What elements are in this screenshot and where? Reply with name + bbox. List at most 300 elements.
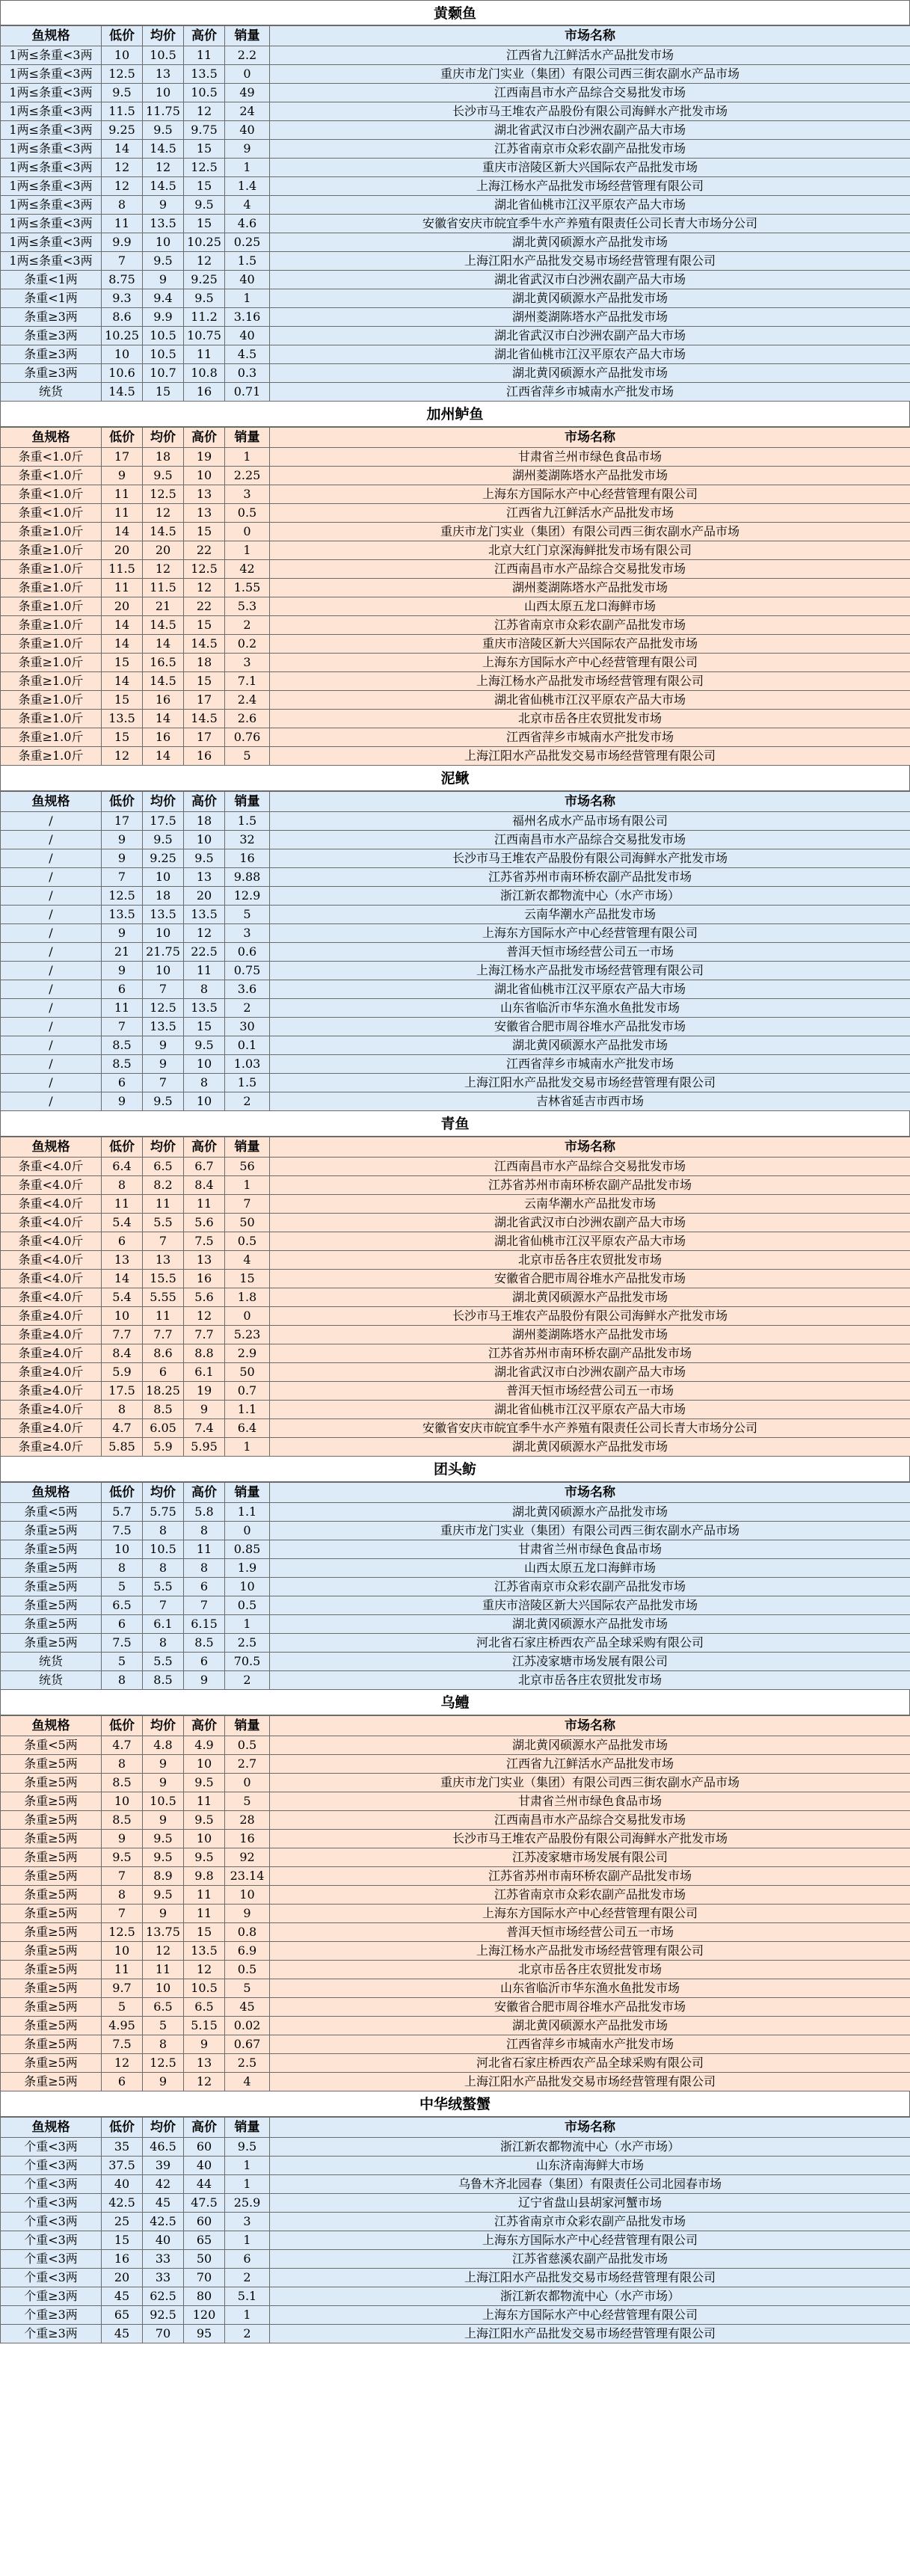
cell-spec: 个重<3两 [1,2157,102,2175]
cell-low: 15 [102,691,143,710]
cell-high: 10.8 [184,364,225,383]
cell-high: 11 [184,46,225,65]
cell-high: 9.25 [184,271,225,289]
table-row [1,289,910,308]
price-table [0,791,910,1111]
cell-volume: 0.5 [225,1961,270,1979]
table-row [1,1055,910,1074]
cell-avg: 7 [143,980,184,999]
cell-spec: 条重≥5两 [1,2054,102,2073]
table-row [1,1653,910,1671]
cell-market: 江苏凌家塘市场发展有限公司 [270,1653,910,1671]
cell-high: 19 [184,1382,225,1401]
table-row [1,1671,910,1690]
cell-avg: 15 [143,383,184,402]
cell-low: 10 [102,1540,143,1559]
cell-high: 17 [184,728,225,747]
cell-market: 上海东方国际水产中心经营管理有限公司 [270,654,910,672]
cell-market: 湖州菱湖陈塔水产品批发市场 [270,308,910,327]
cell-high: 9 [184,2035,225,2054]
cell-low: 11 [102,1961,143,1979]
cell-volume: 9 [225,140,270,159]
cell-low: 15 [102,2231,143,2250]
cell-avg: 5.55 [143,1288,184,1307]
cell-low: 4.7 [102,1419,143,1438]
section-title: 乌鳢 [0,1690,910,1715]
cell-avg: 9.5 [143,831,184,849]
cell-low: 16 [102,2250,143,2269]
cell-avg: 10.5 [143,345,184,364]
cell-high: 15 [184,140,225,159]
column-header-low: 低价 [102,428,143,448]
table-row [1,1923,910,1942]
cell-spec: 条重<5两 [1,1736,102,1755]
table-row [1,159,910,177]
cell-low: 8.5 [102,1055,143,1074]
cell-avg: 7 [143,1074,184,1092]
cell-low: 8.75 [102,271,143,289]
cell-market: 江苏省苏州市南环桥农副产品批发市场 [270,1867,910,1886]
table-header-row [1,26,910,46]
cell-low: 7 [102,1018,143,1036]
table-row [1,1774,910,1792]
cell-low: 8 [102,1755,143,1774]
cell-volume: 9 [225,1905,270,1923]
cell-avg: 9.9 [143,308,184,327]
section-title: 团头鲂 [0,1457,910,1482]
cell-spec: 1两≤条重<3两 [1,140,102,159]
cell-spec: 条重<4.0斤 [1,1288,102,1307]
cell-volume: 1.5 [225,1074,270,1092]
cell-market: 重庆市龙门实业（集团）有限公司西三街农副水产品市场 [270,523,910,541]
cell-spec: 个重<3两 [1,2250,102,2269]
cell-avg: 14.5 [143,616,184,635]
cell-market: 江苏省南京市众彩农副产品批发市场 [270,1886,910,1905]
price-table [0,1137,910,1457]
cell-low: 11 [102,504,143,523]
cell-volume: 23.14 [225,1867,270,1886]
cell-spec: / [1,1092,102,1111]
cell-market: 湖北黄冈硕源水产品批发市场 [270,233,910,252]
cell-avg: 5.5 [143,1653,184,1671]
cell-avg: 33 [143,2250,184,2269]
cell-volume: 4.6 [225,215,270,233]
cell-spec: 条重≥1.0斤 [1,691,102,710]
cell-volume: 4 [225,2073,270,2091]
cell-high: 8 [184,980,225,999]
cell-avg: 14.5 [143,523,184,541]
cell-volume: 1.1 [225,1401,270,1419]
table-row [1,1344,910,1363]
cell-low: 7.7 [102,1326,143,1344]
cell-market: 安徽省合肥市周谷堆水产品批发市场 [270,1998,910,2017]
cell-market: 浙江新农都物流中心（水产市场） [270,2287,910,2306]
cell-spec: 条重<5两 [1,1503,102,1522]
cell-spec: 个重<3两 [1,2194,102,2213]
cell-avg: 8.5 [143,1671,184,1690]
cell-high: 11 [184,962,225,980]
cell-market: 上海江杨水产品批发市场经营管理有限公司 [270,962,910,980]
cell-spec: 条重≥5两 [1,1848,102,1867]
table-row [1,1326,910,1344]
column-header-high: 高价 [184,1483,225,1503]
cell-volume: 1.5 [225,252,270,271]
cell-spec: 条重<4.0斤 [1,1232,102,1251]
table-row [1,1092,910,1111]
cell-market: 上海江阳水产品批发交易市场经营管理有限公司 [270,2073,910,2091]
cell-avg: 10 [143,924,184,943]
cell-volume: 0.3 [225,364,270,383]
cell-avg: 11.75 [143,102,184,121]
cell-avg: 7 [143,1232,184,1251]
cell-spec: 条重≥1.0斤 [1,523,102,541]
cell-spec: 条重≥1.0斤 [1,654,102,672]
cell-avg: 17.5 [143,812,184,831]
table-row [1,1074,910,1092]
table-row [1,1736,910,1755]
table-row [1,1559,910,1578]
cell-low: 17.5 [102,1382,143,1401]
cell-avg: 9.4 [143,289,184,308]
cell-low: 14 [102,523,143,541]
cell-spec: 统货 [1,1671,102,1690]
table-row [1,252,910,271]
cell-volume: 1 [225,1438,270,1457]
cell-spec: 条重<1.0斤 [1,504,102,523]
cell-market: 湖北黄冈硕源水产品批发市场 [270,1503,910,1522]
cell-avg: 42.5 [143,2213,184,2231]
cell-market: 湖州菱湖陈塔水产品批发市场 [270,467,910,485]
cell-market: 江苏省苏州市南环桥农副产品批发市场 [270,1344,910,1363]
cell-market: 湖北省仙桃市江汉平原农产品大市场 [270,196,910,215]
cell-high: 5.8 [184,1503,225,1522]
cell-high: 22 [184,541,225,560]
cell-avg: 9.5 [143,1848,184,1867]
cell-volume: 0.5 [225,1596,270,1615]
cell-market: 云南华潮水产品批发市场 [270,906,910,924]
cell-market: 北京市岳各庄农贸批发市场 [270,710,910,728]
cell-market: 江西省萍乡市城南水产批发市场 [270,383,910,402]
cell-low: 14 [102,672,143,691]
cell-market: 北京大红门京深海鲜批发市场有限公司 [270,541,910,560]
cell-low: 7.5 [102,2035,143,2054]
cell-low: 5 [102,1578,143,1596]
cell-market: 北京市岳各庄农贸批发市场 [270,1961,910,1979]
cell-market: 北京市岳各庄农贸批发市场 [270,1671,910,1690]
cell-market: 江西省九江鲜活水产品批发市场 [270,1755,910,1774]
cell-high: 8.5 [184,1634,225,1653]
cell-high: 47.5 [184,2194,225,2213]
cell-avg: 12.5 [143,485,184,504]
cell-high: 14.5 [184,710,225,728]
cell-avg: 13.75 [143,1923,184,1942]
price-table [0,1715,910,2091]
cell-avg: 9.5 [143,1886,184,1905]
table-row [1,728,910,747]
cell-low: 11 [102,1195,143,1214]
cell-market: 山西太原五龙口海鲜市场 [270,1559,910,1578]
cell-volume: 10 [225,1886,270,1905]
cell-spec: 1两≤条重<3两 [1,215,102,233]
cell-high: 8 [184,1522,225,1540]
cell-high: 120 [184,2306,225,2325]
cell-spec: 条重≥5两 [1,1923,102,1942]
cell-volume: 2 [225,1092,270,1111]
cell-avg: 16 [143,728,184,747]
cell-volume: 1.1 [225,1503,270,1522]
cell-market: 福州名成水产品市场有限公司 [270,812,910,831]
cell-low: 11 [102,485,143,504]
cell-avg: 7 [143,1596,184,1615]
table-row [1,271,910,289]
cell-high: 10 [184,467,225,485]
cell-high: 65 [184,2231,225,2250]
cell-low: 11 [102,999,143,1018]
table-row [1,523,910,541]
cell-spec: 条重<4.0斤 [1,1158,102,1176]
cell-avg: 9.5 [143,467,184,485]
cell-market: 甘肃省兰州市绿色食品市场 [270,1792,910,1811]
cell-low: 9 [102,962,143,980]
cell-market: 长沙市马王堆农产品股份有限公司海鲜水产批发市场 [270,1830,910,1848]
column-header-volume: 销量 [225,792,270,812]
cell-avg: 8 [143,1634,184,1653]
table-row [1,2269,910,2287]
cell-low: 25 [102,2213,143,2231]
cell-spec: 条重≥5两 [1,1867,102,1886]
cell-spec: 条重≥3两 [1,308,102,327]
cell-spec: 条重≥4.0斤 [1,1326,102,1344]
cell-high: 10 [184,1055,225,1074]
cell-volume: 4.5 [225,345,270,364]
table-row [1,560,910,579]
cell-low: 8.5 [102,1774,143,1792]
cell-volume: 16 [225,1830,270,1848]
cell-high: 6 [184,1653,225,1671]
cell-market: 湖州菱湖陈塔水产品批发市场 [270,1326,910,1344]
cell-spec: / [1,812,102,831]
cell-volume: 0 [225,1522,270,1540]
column-header-avg: 均价 [143,1716,184,1736]
cell-spec: 条重≥1.0斤 [1,710,102,728]
cell-market: 重庆市涪陵区新大兴国际农产品批发市场 [270,635,910,654]
cell-spec: 条重≥1.0斤 [1,579,102,597]
cell-low: 8 [102,196,143,215]
table-row [1,1018,910,1036]
cell-volume: 1.4 [225,177,270,196]
table-row [1,1905,910,1923]
cell-low: 17 [102,812,143,831]
cell-volume: 49 [225,84,270,102]
column-header-high: 高价 [184,792,225,812]
table-row [1,1792,910,1811]
price-table [0,427,910,766]
cell-high: 12 [184,579,225,597]
column-header-market: 市场名称 [270,1137,910,1158]
table-row [1,1830,910,1848]
cell-market: 湖北省武汉市白沙洲农副产品大市场 [270,271,910,289]
column-header-low: 低价 [102,792,143,812]
cell-volume: 3 [225,2213,270,2231]
cell-volume: 3 [225,654,270,672]
cell-spec: 1两≤条重<3两 [1,65,102,84]
cell-avg: 9 [143,1811,184,1830]
cell-avg: 14 [143,710,184,728]
cell-volume: 0.5 [225,504,270,523]
cell-high: 9.5 [184,849,225,868]
cell-volume: 0 [225,65,270,84]
cell-high: 8.4 [184,1176,225,1195]
cell-avg: 9.25 [143,849,184,868]
cell-volume: 0.85 [225,1540,270,1559]
cell-low: 10 [102,1792,143,1811]
cell-low: 5.9 [102,1363,143,1382]
cell-high: 12 [184,2073,225,2091]
cell-avg: 6.05 [143,1419,184,1438]
cell-avg: 8 [143,1559,184,1578]
cell-spec: 个重≥3两 [1,2325,102,2343]
cell-market: 重庆市涪陵区新大兴国际农产品批发市场 [270,1596,910,1615]
cell-high: 7.4 [184,1419,225,1438]
cell-low: 10 [102,345,143,364]
table-header-row [1,2118,910,2138]
price-table [0,1482,910,1690]
cell-low: 20 [102,2269,143,2287]
cell-volume: 1.5 [225,812,270,831]
table-row [1,812,910,831]
cell-high: 13 [184,485,225,504]
cell-market: 安徽省合肥市周谷堆水产品批发市场 [270,1018,910,1036]
cell-high: 11 [184,345,225,364]
cell-spec: 条重<1两 [1,289,102,308]
cell-spec: 条重≥5两 [1,2035,102,2054]
cell-low: 14 [102,635,143,654]
cell-volume: 1 [225,541,270,560]
table-row [1,485,910,504]
table-row [1,1419,910,1438]
table-row [1,1176,910,1195]
cell-volume: 9.5 [225,2138,270,2157]
cell-market: 重庆市龙门实业（集团）有限公司西三街农副水产品市场 [270,1522,910,1540]
cell-spec: 条重≥5两 [1,1540,102,1559]
cell-volume: 42 [225,560,270,579]
cell-spec: / [1,831,102,849]
cell-market: 江苏省苏州市南环桥农副产品批发市场 [270,1176,910,1195]
column-header-avg: 均价 [143,2118,184,2138]
cell-volume: 15 [225,1270,270,1288]
cell-volume: 0.6 [225,943,270,962]
cell-high: 13 [184,868,225,887]
cell-avg: 70 [143,2325,184,2343]
table-row [1,467,910,485]
cell-spec: 条重≥5两 [1,1634,102,1653]
cell-market: 山东省临沂市华东渔水鱼批发市场 [270,999,910,1018]
cell-low: 4.95 [102,2017,143,2035]
cell-low: 10 [102,46,143,65]
cell-volume: 3 [225,924,270,943]
cell-avg: 10 [143,962,184,980]
table-row [1,1634,910,1653]
column-header-avg: 均价 [143,26,184,46]
cell-volume: 10 [225,1578,270,1596]
cell-avg: 14.5 [143,672,184,691]
column-header-market: 市场名称 [270,1716,910,1736]
column-header-low: 低价 [102,26,143,46]
cell-low: 9 [102,831,143,849]
cell-spec: 1两≤条重<3两 [1,46,102,65]
cell-volume: 3 [225,485,270,504]
cell-high: 13.5 [184,906,225,924]
cell-high: 13.5 [184,65,225,84]
cell-volume: 0.76 [225,728,270,747]
cell-spec: 条重≥1.0斤 [1,541,102,560]
cell-volume: 28 [225,1811,270,1830]
cell-high: 8 [184,1074,225,1092]
cell-low: 9 [102,1092,143,1111]
cell-low: 9 [102,1830,143,1848]
cell-high: 11 [184,1905,225,1923]
table-row [1,46,910,65]
cell-low: 10.25 [102,327,143,345]
cell-high: 15 [184,215,225,233]
cell-volume: 5 [225,747,270,766]
table-row [1,1961,910,1979]
column-header-market: 市场名称 [270,792,910,812]
cell-volume: 2.25 [225,467,270,485]
cell-spec: 条重≥5两 [1,1830,102,1848]
cell-spec: 条重≥4.0斤 [1,1363,102,1382]
cell-low: 9 [102,467,143,485]
table-row [1,1382,910,1401]
cell-high: 10 [184,831,225,849]
column-header-spec: 鱼规格 [1,792,102,812]
cell-avg: 62.5 [143,2287,184,2306]
cell-low: 8 [102,1559,143,1578]
table-row [1,962,910,980]
table-row [1,597,910,616]
cell-low: 9.5 [102,84,143,102]
cell-market: 安徽省安庆市皖宜季牛水产养殖有限责任公司长青大市场分公司 [270,215,910,233]
cell-avg: 7.7 [143,1326,184,1344]
table-header-row [1,792,910,812]
cell-spec: 条重≥5两 [1,1596,102,1615]
cell-high: 9.5 [184,196,225,215]
cell-market: 湖北省仙桃市江汉平原农产品大市场 [270,1401,910,1419]
table-row [1,616,910,635]
cell-high: 9.75 [184,121,225,140]
table-row [1,691,910,710]
cell-avg: 8.9 [143,1867,184,1886]
price-table [0,25,910,402]
cell-high: 20 [184,887,225,906]
cell-avg: 12 [143,504,184,523]
cell-market: 上海东方国际水产中心经营管理有限公司 [270,485,910,504]
cell-high: 18 [184,812,225,831]
cell-market: 上海江阳水产品批发交易市场经营管理有限公司 [270,252,910,271]
cell-spec: 个重<3两 [1,2213,102,2231]
cell-market: 湖北省仙桃市江汉平原农产品大市场 [270,980,910,999]
column-header-volume: 销量 [225,1137,270,1158]
cell-market: 甘肃省兰州市绿色食品市场 [270,448,910,467]
cell-spec: 条重<1.0斤 [1,448,102,467]
cell-volume: 0 [225,1774,270,1792]
cell-low: 20 [102,597,143,616]
cell-avg: 9 [143,1055,184,1074]
cell-market: 山东济南海鲜大市场 [270,2157,910,2175]
cell-spec: 条重≥5两 [1,2073,102,2091]
table-row [1,1755,910,1774]
cell-market: 长沙市马王堆农产品股份有限公司海鲜水产批发市场 [270,102,910,121]
